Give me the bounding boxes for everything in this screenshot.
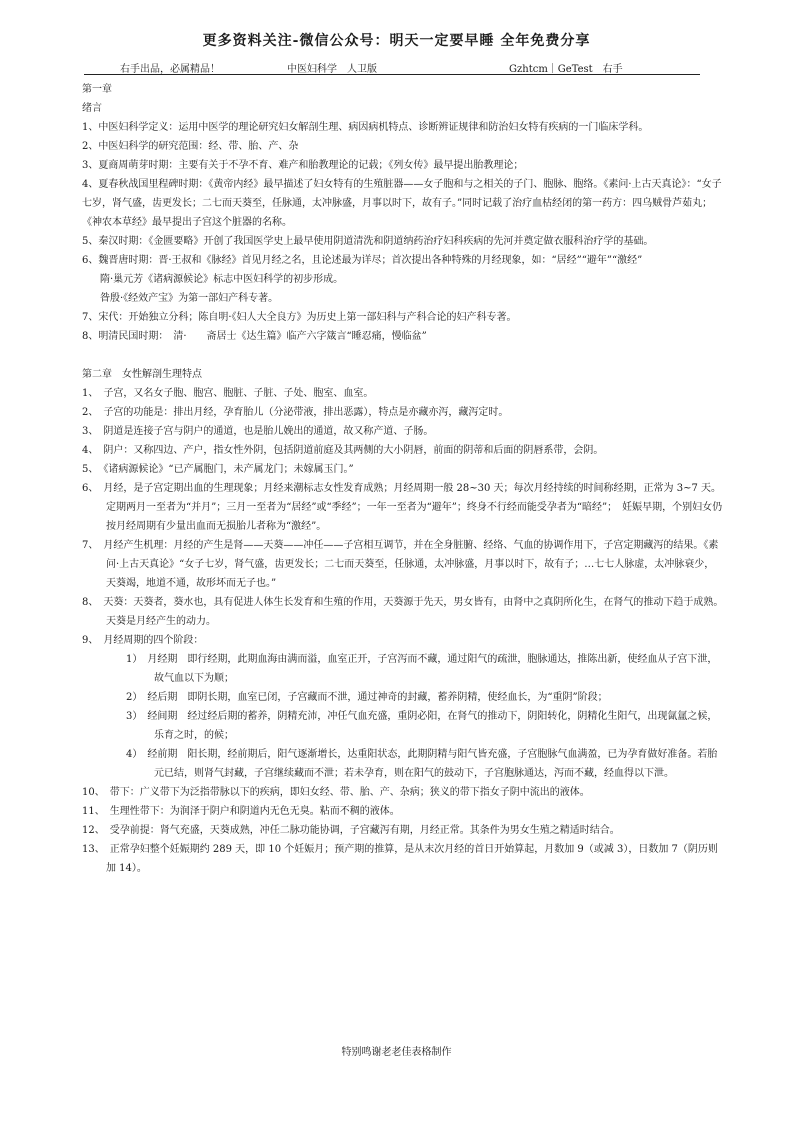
footer-credit: 特别鸣谢老老佳表格制作: [341, 1047, 452, 1058]
ch2-item: 10、 带下：广义带下为泛指带脉以下的疾病，即妇女经、带、胎、产、杂病；狭义的带下指女子阴中流出的液体。: [82, 787, 590, 798]
header-right-text: Gzhtcm｜GeTest 右手: [509, 64, 623, 75]
ch1-item: 4、夏春秋战国里程碑时期：《黄帝内经》最早描述了妇女特有的生殖脏器——女子胞和与之相关的子门、胞脉、胞络。《素问·上古天真论》：“女子七岁，肾气盛，齿更发长；二七而天葵至，任脉通，太冲脉盛，月事以时下，故有子。”同时记载了治疗血枯经闭的第一药方：四乌贼骨芦茹丸；《神农本草经》最早提出子宫这个脏器的名称。: [82, 179, 722, 228]
ch1-item: 6、魏晋唐时期：晋·王叔和《脉经》首见月经之名，且论述最为详尽；首次提出各种特殊的月经现象，如：“居经”“避年”“激经”: [82, 255, 643, 266]
ch1-item: 5、秦汉时期：《金匮要略》开创了我国医学史上最早使用阴道清洗和阴道纳药治疗妇科疾病的先河并奠定做衣服科治疗学的基础。: [82, 236, 654, 247]
ch1-item: 昝殷·《经效产宝》为第一部妇产科专著。: [100, 293, 279, 304]
ch2-item: 6、 月经，是子宫定期出血的生理现象；月经来潮标志女性发育成熟；月经周期一般 28~30 天；每次月经持续的时间称经期，正常为 3~7 天。定期两月一至者为“并月”；三月一至者为“居经”或“季经”；一年一至者为“避年”；终身不行经而能受孕者为“暗经”； 妊娠早期，个别妇女仍按月经周期有少量出血而无损胎儿者称为“激经”。: [82, 483, 723, 532]
cycle-phase: 1） 月经期 即行经期，此期血海由满而溢，血室正开，子宫泻而不藏，通过阳气的疏泄，胞脉通达，推陈出新，使经血从子宫下泄，故气血以下为顺；: [126, 654, 718, 684]
ch1-item: 3、夏商周萌芽时期：主要有关于不孕不育、难产和胎教理论的记载；《列女传》最早提出胎教理论；: [82, 160, 524, 171]
section-gap: [82, 346, 724, 365]
ch1-item: 7、宋代：开始独立分科；陈自明·《妇人大全良方》为历史上第一部妇科与产科合论的妇产科专著。: [82, 312, 517, 323]
header-left-text: 右手出品，必属精品！: [120, 64, 220, 75]
page-banner: 更多资料关注-微信公众号：明天一定要早睡 全年免费分享: [202, 33, 591, 49]
ch1-item: 8、明清民国时期： 清· 斋居士《达生篇》临产六字箴言“睡忍痛，慢临盆”: [82, 331, 427, 342]
ch2-item: 4、 阴户：又称四边、产户，指女性外阴，包括阴道前庭及其两侧的大小阴唇，前面的阴蒂和后面的阴唇系带，会阴。: [82, 445, 604, 456]
header-mid-text: 中医妇科学 人卫版: [287, 64, 377, 75]
ch1-item: 隋·巢元芳《诸病源候论》标志中医妇科学的初步形成。: [100, 274, 344, 285]
document-body: [82, 80, 724, 878]
ch2-item: 5、 《诸病源候论》“已产属胞门，未产属龙门；未嫁属玉门。”: [82, 464, 354, 475]
cycle-phase: 4） 经前期 阳长期，经前期后，阳气逐渐增长，达重阳状态，此期阴精与阳气皆充盛，子宫胞脉气血满盈，已为孕育做好准备。若胎元已结，则肾气封藏，子宫继续藏而不泄；若未孕育，则在阳气的鼓动下，子宫胞脉通达，泻而不藏，经血得以下泄。: [126, 749, 718, 779]
chapter-1-subtitle: 绪言: [82, 103, 102, 114]
ch2-item: 3、 阴道是连接子宫与阴户的通道，也是胎儿娩出的通道，故又称产道、子肠。: [82, 426, 434, 437]
ch2-item: 8、 天葵：天葵者，葵水也，具有促进人体生长发育和生殖的作用，天葵源于先天，男女皆有，由肾中之真阴所化生，在肾气的推动下趋于成熟。天葵是月经产生的动力。: [82, 597, 724, 627]
cycle-phase: 2） 经后期 即阴长期，血室已闭，子宫藏而不泄，通过神奇的封藏，蓄养阴精，使经血长，为“重阴”阶段；: [126, 692, 608, 703]
ch2-item: 1、 子宫，又名女子胞、胞宫、胞脏、子脏、子处、胞室、血室。: [82, 388, 374, 399]
ch2-item: 9、 月经周期的四个阶段：: [82, 635, 204, 646]
ch2-item: 11、 生理性带下：为润泽于阴户和阴道内无色无臭。粘而不稠的液体。: [82, 806, 400, 817]
ch2-item: 12、 受孕前提：肾气充盛，天葵成熟，冲任二脉功能协调，子宫藏泻有期，月经正常。其条件为男女生殖之精适时结合。: [82, 825, 620, 836]
chapter-2-title: 第二章 女性解剖生理特点: [82, 369, 202, 380]
ch2-item: 2、 子宫的功能是：排出月经，孕育胎儿（分泌带液，排出恶露），特点是亦藏亦泻，藏泻定时。: [82, 407, 509, 418]
ch1-item: 1、中医妇科学定义：运用中医学的理论研究妇女解剖生理、病因病机特点、诊断辨证规律和防治妇女特有疾病的一门临床学科。: [82, 122, 649, 133]
cycle-phase: 3） 经间期 经过经后期的蓄养，阴精充沛，冲任气血充盛，重阴必阳，在肾气的推动下，阴阳转化，阴精化生阳气，出现氤氲之候，乐育之时，的候；: [126, 711, 718, 741]
ch1-item: 2、中医妇科学的研究范围：经、带、胎、产、杂: [82, 141, 299, 152]
chapter-1-title: 第一章: [82, 84, 112, 95]
ch2-item: 13、 正常孕妇整个妊娠期约 289 天，即 10 个妊娠月；预产期的推算，是从末次月经的首日开始算起，月数加 9（或减 3），日数加 7（阴历则加 14）。: [82, 844, 718, 874]
ch2-item: 7、 月经产生机理：月经的产生是肾——天葵——冲任——子宫相互调节，并在全身脏腑、经络、气血的协调作用下，子宫定期藏泻的结果。《素问·上古天真论》“女子七岁，肾气盛，齿更发长；二七而天葵至，任脉通，太冲脉盛，月事以时下，故有子；…七七人脉虚，太冲脉衰少，天葵竭，地道不通，故形坏而无子也。”: [82, 540, 719, 589]
running-header: [84, 60, 700, 75]
